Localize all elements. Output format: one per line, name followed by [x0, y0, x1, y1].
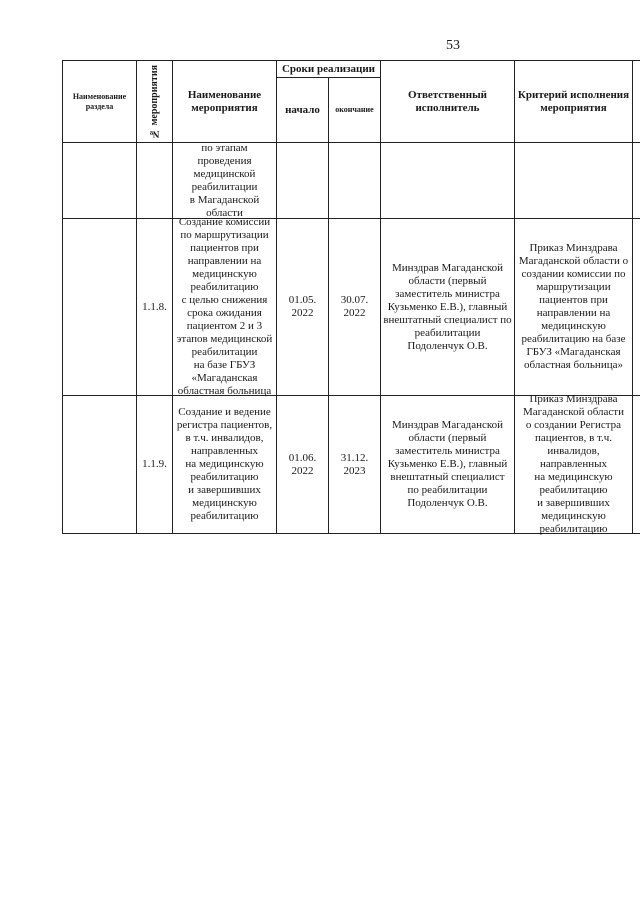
activities-table — [62, 60, 640, 534]
row-1-responsible: Минздрав Магаданской области (первый заместитель министра Кузьменко Е.В.), главный внештатный специалист по реабилитации Подоленчук О.В. — [383, 261, 512, 352]
row-1-start: 01.05. 2022 — [288, 294, 317, 319]
header-responsible: Ответственный исполнитель — [407, 88, 488, 114]
header-end: окончание — [335, 105, 374, 114]
row-2-activity: Создание и ведение регистра пациентов, в т.ч. инвалидов, направленных на медицинскую реабилитацию и завершивших медицинскую реабилитацию — [176, 406, 273, 522]
row-2-end: 31.12. 2023 — [340, 451, 369, 477]
row-1-number: 1.1.8. — [142, 300, 167, 313]
row-1-criterion: Приказ Минздрава Магаданской области о создании комиссии по маршрутизации пациентов при направлении на медицинскую реабилитацию на базе ГБУЗ «Магаданская областная больница» — [518, 242, 629, 371]
header-timeline: Сроки реализации — [281, 62, 376, 75]
header-activity-name: Наименование мероприятия — [187, 88, 262, 114]
header-start: начало — [285, 103, 320, 116]
page-number: 53 — [446, 38, 460, 53]
row-2-number: 1.1.9. — [142, 458, 167, 470]
row-1-end: 30.07. 2022 — [340, 294, 369, 319]
header-number: № мероприятия — [148, 64, 160, 139]
row-2-start: 01.06. 2022 — [288, 451, 317, 477]
header-section-name: Наименование раздела — [72, 91, 127, 111]
row-2-criterion: Приказ Минздрава Магаданской области о создании Регистра пациентов, в т.ч. инвалидов, направленных на медицинскую реабилитацию и завершивших медицинскую реабилитацию — [523, 393, 624, 535]
row-0-activity: по этапам проведения медицинской реабилитации в Магаданской области — [189, 141, 260, 219]
header-criterion: Критерий исполнения мероприятия — [517, 88, 630, 114]
row-2-responsible: Минздрав Магаданской области (первый заместитель министра Кузьменко Е.В.), главный внештатный специалист по реабилитации Подоленчук О.В. — [387, 419, 508, 509]
row-1-activity: Создание комиссии по маршрутизации пациентов при направлении на медицинскую реабилитацию с целью снижения срока ожидания пациентом 2 и 3 этапов медицинской реабилитации на базе ГБУЗ «Магаданская областная больница — [176, 216, 273, 397]
